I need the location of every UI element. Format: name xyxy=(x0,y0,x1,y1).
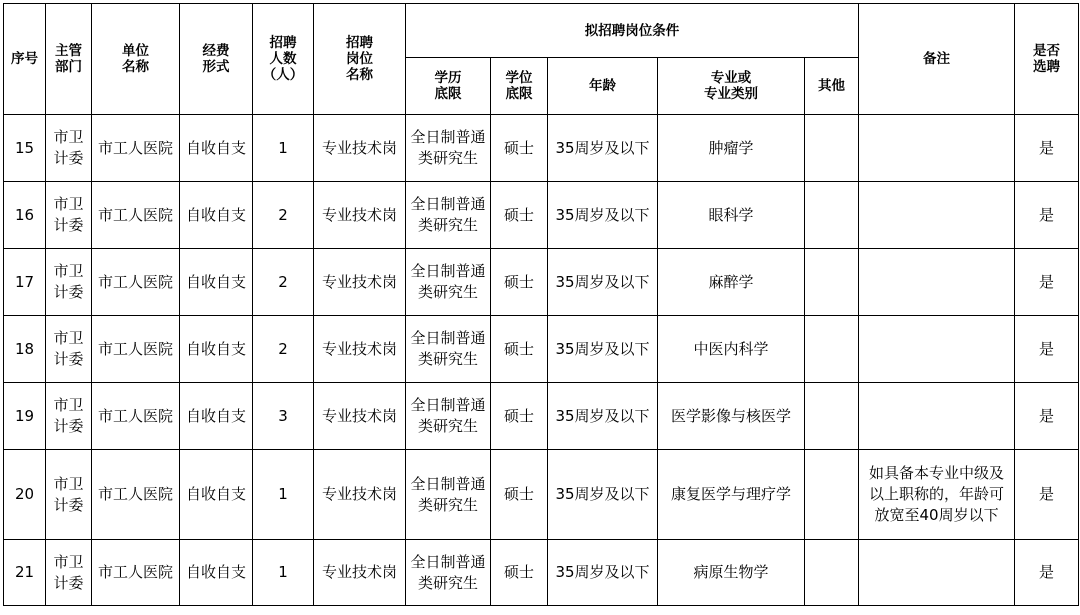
header-remark: 备注 xyxy=(859,4,1015,115)
cell-selected: 是 xyxy=(1015,540,1079,606)
cell-other xyxy=(805,316,859,383)
cell-count: 1 xyxy=(253,540,314,606)
cell-major: 肿瘤学 xyxy=(658,115,805,182)
cell-unit: 市工人医院 xyxy=(92,182,180,249)
cell-count: 3 xyxy=(253,383,314,450)
cell-post: 专业技术岗 xyxy=(314,540,406,606)
cell-degree: 硕士 xyxy=(491,316,548,383)
header-edu: 学历 底限 xyxy=(406,58,491,115)
cell-seq: 19 xyxy=(4,383,46,450)
cell-age: 35周岁及以下 xyxy=(548,316,658,383)
header-age: 年龄 xyxy=(548,58,658,115)
cell-degree: 硕士 xyxy=(491,540,548,606)
cell-post: 专业技术岗 xyxy=(314,383,406,450)
cell-count: 2 xyxy=(253,182,314,249)
cell-funding: 自收自支 xyxy=(180,249,253,316)
cell-dept: 市卫 计委 xyxy=(46,115,92,182)
cell-age: 35周岁及以下 xyxy=(548,115,658,182)
cell-selected: 是 xyxy=(1015,450,1079,540)
cell-age: 35周岁及以下 xyxy=(548,249,658,316)
cell-selected: 是 xyxy=(1015,249,1079,316)
cell-unit: 市工人医院 xyxy=(92,249,180,316)
header-selected: 是否 选聘 xyxy=(1015,4,1079,115)
cell-remark xyxy=(859,383,1015,450)
cell-seq: 18 xyxy=(4,316,46,383)
header-conditions: 拟招聘岗位条件 xyxy=(406,4,859,58)
cell-selected: 是 xyxy=(1015,383,1079,450)
cell-major: 康复医学与理疗学 xyxy=(658,450,805,540)
cell-selected: 是 xyxy=(1015,182,1079,249)
cell-age: 35周岁及以下 xyxy=(548,182,658,249)
cell-other xyxy=(805,450,859,540)
cell-unit: 市工人医院 xyxy=(92,115,180,182)
table-row xyxy=(4,540,1079,606)
cell-dept: 市卫 计委 xyxy=(46,316,92,383)
cell-remark xyxy=(859,182,1015,249)
cell-remark xyxy=(859,540,1015,606)
cell-major: 麻醉学 xyxy=(658,249,805,316)
cell-major: 病原生物学 xyxy=(658,540,805,606)
cell-edu: 全日制普通 类研究生 xyxy=(406,540,491,606)
cell-funding: 自收自支 xyxy=(180,450,253,540)
cell-post: 专业技术岗 xyxy=(314,450,406,540)
header-unit: 单位 名称 xyxy=(92,4,180,115)
header-funding: 经费 形式 xyxy=(180,4,253,115)
cell-edu: 全日制普通 类研究生 xyxy=(406,383,491,450)
cell-seq: 17 xyxy=(4,249,46,316)
header-count: 招聘 人数 （人） xyxy=(253,4,314,115)
cell-seq: 16 xyxy=(4,182,46,249)
cell-unit: 市工人医院 xyxy=(92,383,180,450)
cell-post: 专业技术岗 xyxy=(314,115,406,182)
cell-age: 35周岁及以下 xyxy=(548,450,658,540)
cell-funding: 自收自支 xyxy=(180,182,253,249)
cell-post: 专业技术岗 xyxy=(314,182,406,249)
header-seq: 序号 xyxy=(4,4,46,115)
cell-degree: 硕士 xyxy=(491,115,548,182)
cell-selected: 是 xyxy=(1015,316,1079,383)
cell-remark: 如具备本专业中级及 以上职称的，年龄可 放宽至40周岁以下 xyxy=(859,450,1015,540)
cell-dept: 市卫 计委 xyxy=(46,249,92,316)
cell-edu: 全日制普通 类研究生 xyxy=(406,249,491,316)
cell-unit: 市工人医院 xyxy=(92,540,180,606)
table-row xyxy=(4,316,1079,383)
cell-dept: 市卫 计委 xyxy=(46,540,92,606)
header-post: 招聘 岗位 名称 xyxy=(314,4,406,115)
cell-count: 2 xyxy=(253,316,314,383)
cell-post: 专业技术岗 xyxy=(314,249,406,316)
recruitment-table xyxy=(3,3,1079,606)
table-row xyxy=(4,182,1079,249)
cell-unit: 市工人医院 xyxy=(92,450,180,540)
cell-other xyxy=(805,115,859,182)
cell-unit: 市工人医院 xyxy=(92,316,180,383)
header-other: 其他 xyxy=(805,58,859,115)
cell-degree: 硕士 xyxy=(491,450,548,540)
cell-edu: 全日制普通 类研究生 xyxy=(406,182,491,249)
header-degree: 学位 底限 xyxy=(491,58,548,115)
cell-other xyxy=(805,383,859,450)
cell-other xyxy=(805,249,859,316)
cell-remark xyxy=(859,249,1015,316)
cell-dept: 市卫 计委 xyxy=(46,182,92,249)
cell-count: 2 xyxy=(253,249,314,316)
cell-count: 1 xyxy=(253,115,314,182)
cell-funding: 自收自支 xyxy=(180,383,253,450)
cell-edu: 全日制普通 类研究生 xyxy=(406,115,491,182)
cell-edu: 全日制普通 类研究生 xyxy=(406,450,491,540)
cell-other xyxy=(805,182,859,249)
cell-other xyxy=(805,540,859,606)
cell-funding: 自收自支 xyxy=(180,540,253,606)
cell-degree: 硕士 xyxy=(491,383,548,450)
cell-selected: 是 xyxy=(1015,115,1079,182)
cell-degree: 硕士 xyxy=(491,249,548,316)
cell-edu: 全日制普通 类研究生 xyxy=(406,316,491,383)
cell-remark xyxy=(859,115,1015,182)
cell-funding: 自收自支 xyxy=(180,316,253,383)
cell-seq: 20 xyxy=(4,450,46,540)
table-row xyxy=(4,249,1079,316)
header-dept: 主管 部门 xyxy=(46,4,92,115)
cell-major: 中医内科学 xyxy=(658,316,805,383)
cell-dept: 市卫 计委 xyxy=(46,450,92,540)
cell-post: 专业技术岗 xyxy=(314,316,406,383)
header-major: 专业或 专业类别 xyxy=(658,58,805,115)
table-row xyxy=(4,383,1079,450)
cell-age: 35周岁及以下 xyxy=(548,540,658,606)
cell-count: 1 xyxy=(253,450,314,540)
cell-dept: 市卫 计委 xyxy=(46,383,92,450)
cell-degree: 硕士 xyxy=(491,182,548,249)
cell-funding: 自收自支 xyxy=(180,115,253,182)
cell-major: 医学影像与核医学 xyxy=(658,383,805,450)
cell-age: 35周岁及以下 xyxy=(548,383,658,450)
cell-seq: 21 xyxy=(4,540,46,606)
cell-remark xyxy=(859,316,1015,383)
cell-seq: 15 xyxy=(4,115,46,182)
table-row xyxy=(4,115,1079,182)
cell-major: 眼科学 xyxy=(658,182,805,249)
table-row xyxy=(4,450,1079,540)
